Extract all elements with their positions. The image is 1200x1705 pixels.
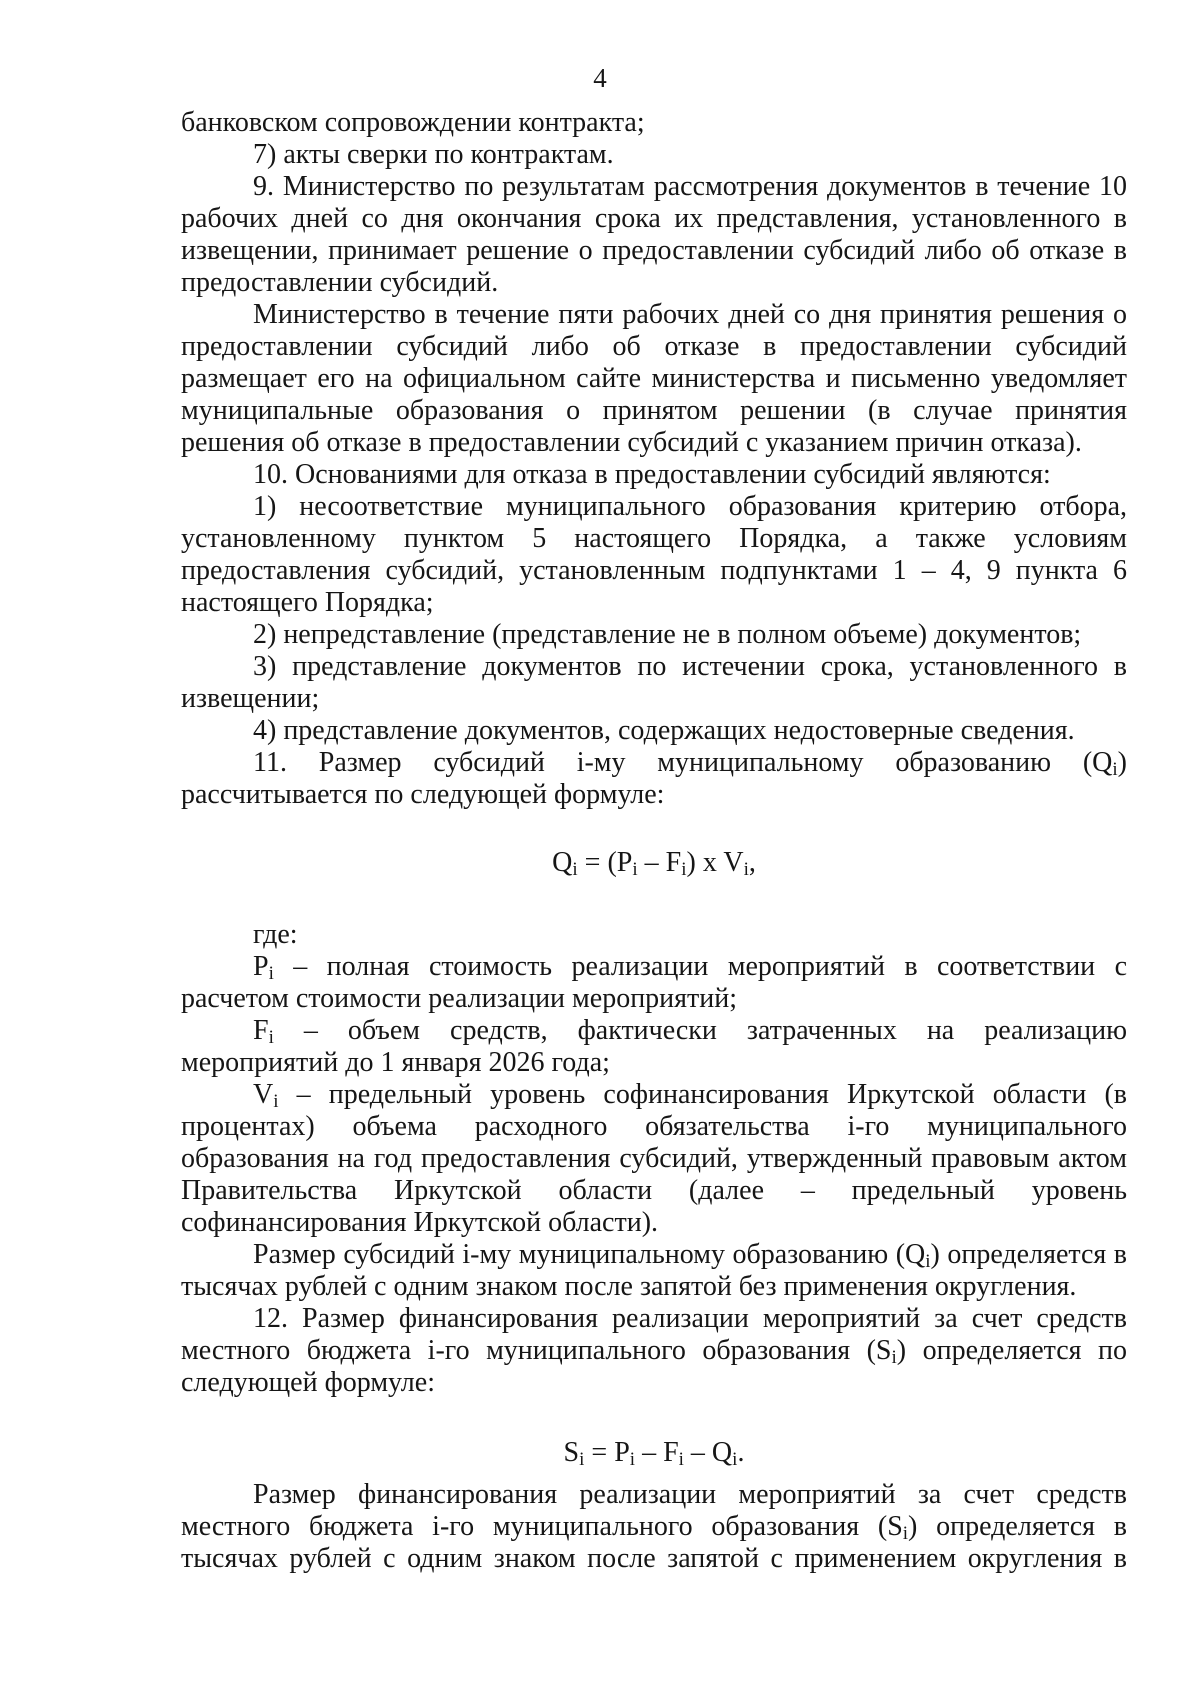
- subscript-i: i: [902, 1523, 909, 1544]
- def-v-text: – предельный уровень софинансирования Иркутской области (в процентах) объема расходного обязательства i-го муниципального образования на год предоставления субсидий, утвержденный правовым актом Правительства Иркутской области (далее – предельный уровень софинансирования Иркутской области).: [181, 1079, 1127, 1238]
- formula-symbol-p: P: [614, 1437, 630, 1468]
- paragraph-ground-1: 1) несоответствие муниципального образования критерию отбора, установленному пунктом 5 настоящего Порядка, а также условиям предоставления субсидий, установленным подпунктами 1 – 4, 9 пункта 6 настоящего Порядка;: [181, 491, 1127, 618]
- formula-local-budget: [181, 1437, 1127, 1469]
- paragraph-local-size: [181, 1479, 1127, 1575]
- local-size-text-b: ) определяется в тысячах рублей с одним знаком после запятой с применением округления в: [181, 1511, 1127, 1574]
- subscript-i: i: [273, 1091, 279, 1112]
- paragraph-item-7: 7) акты сверки по контрактам.: [253, 139, 614, 170]
- subscript-i: i: [681, 859, 687, 880]
- formula-operator: = (: [577, 847, 617, 878]
- subscript-i: i: [268, 963, 274, 984]
- subscript-i: i: [1112, 759, 1118, 780]
- paragraph-def-f: [181, 1015, 1127, 1079]
- def-f-text: – объем средств, фактически затраченных на реализацию мероприятий до 1 января 2026 года;: [181, 1015, 1127, 1078]
- symbol-f: F: [253, 1015, 269, 1046]
- subscript-i: i: [632, 859, 638, 880]
- formula-operator: ,: [748, 847, 756, 878]
- formula-operator: =: [584, 1437, 615, 1468]
- formula-symbol-p: P: [616, 847, 633, 878]
- subscript-i: i: [891, 1347, 897, 1368]
- subscript-i: i: [572, 859, 578, 880]
- paragraph-ground-3: 3) представление документов по истечении срока, установленного в извещении;: [181, 651, 1127, 714]
- formula-symbol-f: F: [665, 847, 682, 878]
- clause-11-text-a: 11. Размер субсидий i-му муниципальному образованию (Q: [253, 747, 1113, 778]
- subscript-i: i: [925, 1251, 931, 1272]
- subsidy-size-text-a: Размер субсидий i-му муниципальному образованию (Q: [253, 1239, 926, 1270]
- formula-operator: –: [637, 847, 666, 878]
- formula-symbol-s: S: [563, 1437, 580, 1468]
- formula-operator: ) x: [686, 847, 724, 878]
- subscript-i: i: [579, 1449, 585, 1470]
- formula-symbol-q: Q: [552, 847, 573, 878]
- paragraph-clause-9: 9. Министерство по результатам рассмотрения документов в течение 10 рабочих дней со дня окончания срока их представления, установленного в извещении, принимает решение о предоставлении субсидий либо об отказе в предоставлении субсидий.: [181, 171, 1127, 298]
- paragraph-bank-support: банковском сопровождении контракта;: [181, 107, 645, 138]
- formula-symbol-f: F: [663, 1437, 679, 1468]
- formula-operator: –: [635, 1437, 664, 1468]
- formula-operator: –: [683, 1437, 712, 1468]
- formula-symbol-v: V: [723, 847, 744, 878]
- symbol-p: P: [253, 951, 269, 982]
- paragraph-ground-2: 2) непредставление (представление не в полном объеме) документов;: [253, 619, 1082, 650]
- document-body: [181, 107, 1127, 1575]
- subscript-i: i: [268, 1027, 274, 1048]
- clause-12-text-a: 12. Размер финансирования реализации мероприятий за счет средств местного бюджета i-го муниципального образования (S: [181, 1303, 1127, 1366]
- subscript-i: i: [629, 1449, 636, 1470]
- paragraph-clause-12: [181, 1303, 1127, 1399]
- local-size-text-a: Размер финансирования реализации мероприятий за счет средств местного бюджета i-го муниципального образования (S: [181, 1479, 1127, 1542]
- paragraph-def-v: [181, 1079, 1127, 1239]
- clause-11-text-b: ) рассчитывается по следующей формуле:: [181, 747, 1127, 810]
- page-number: 4: [593, 63, 607, 93]
- subscript-i: i: [732, 1449, 738, 1470]
- subscript-i: i: [678, 1449, 684, 1470]
- formula-subsidy: [181, 847, 1127, 879]
- paragraph-subsidy-size: [181, 1239, 1127, 1303]
- def-p-text: – полная стоимость реализации мероприятий в соответствии с расчетом стоимости реализации мероприятий;: [181, 951, 1127, 1014]
- symbol-v: V: [253, 1079, 274, 1110]
- paragraph-where: где:: [253, 919, 298, 950]
- paragraph-ground-4: 4) представление документов, содержащих недостоверные сведения.: [253, 715, 1075, 746]
- formula-operator: .: [737, 1437, 745, 1468]
- paragraph-ministry-notice: Министерство в течение пяти рабочих дней со дня принятия решения о предоставлении субсидий либо об отказе в предоставлении субсидий размещает его на официальном сайте министерства и письменно уведомляет муниципальные образования о принятом решении (в случае принятия решения об отказе в предоставлении субсидий с указанием причин отказа).: [181, 299, 1127, 458]
- clause-12-text-b: ) определяется по следующей формуле:: [181, 1335, 1127, 1398]
- formula-symbol-q: Q: [711, 1437, 733, 1468]
- subscript-i: i: [743, 859, 749, 880]
- paragraph-clause-10: 10. Основаниями для отказа в предоставлении субсидий являются:: [253, 459, 1051, 490]
- paragraph-def-p: [181, 951, 1127, 1015]
- paragraph-clause-11: [181, 747, 1127, 811]
- subsidy-size-text-b: ) определяется в тысячах рублей с одним знаком после запятой без применения округления.: [181, 1239, 1127, 1302]
